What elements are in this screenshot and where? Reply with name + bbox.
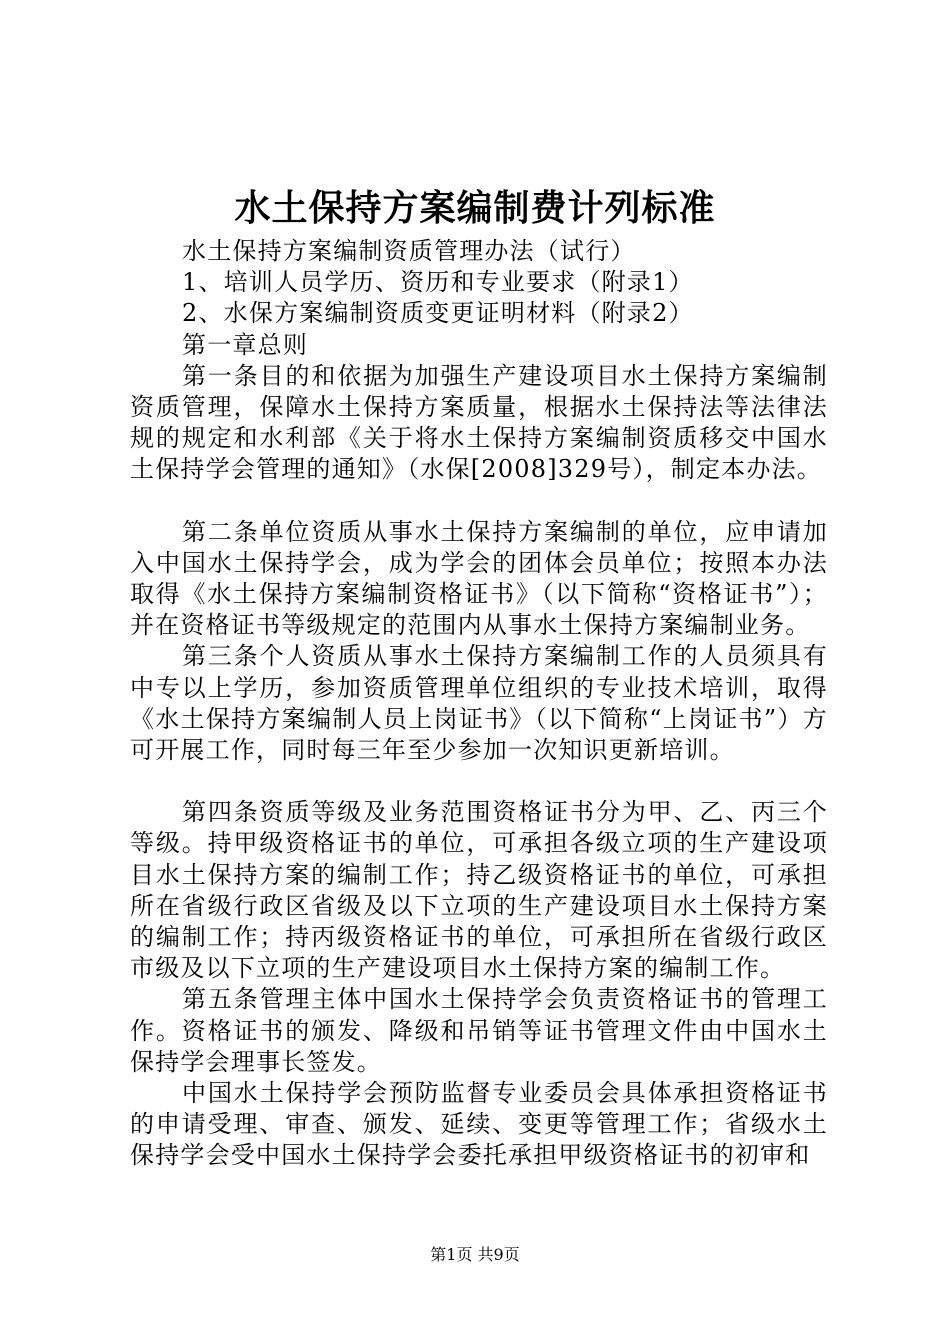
paragraph-article-5-cont: 中国水土保持学会预防监督专业委员会具体承担资格证书的申请受理、审查、颁发、延续、变更等管理工作；省级水土保持学会受中国水土保持学会委托承担甲级资格证书的初审和	[130, 1079, 828, 1170]
document-body	[130, 236, 828, 1172]
paragraph-chapter-heading: 第一章总则	[182, 330, 308, 359]
paragraph-article-3: 第三条个人资质从事水土保持方案编制工作的人员须具有中专以上学历，参加资质管理单位组织的专业技术培训，取得《水土保持方案编制人员上岗证书》（以下简称“上岗证书”）方可开展工作，同时每三年至少参加一次知识更新培训。	[130, 642, 828, 765]
paragraph-subtitle: 水土保持方案编制资质管理办法（试行）	[182, 237, 636, 265]
page-number-footer: 第1页 共9页	[430, 1245, 520, 1264]
paragraph-appendix-1: 1、培训人员学历、资历和专业要求（附录1）	[182, 268, 694, 297]
document-title: 水土保持方案编制费计列标准	[234, 187, 716, 229]
paragraph-appendix-2: 2、水保方案编制资质变更证明材料（附录2）	[182, 299, 694, 328]
paragraph-article-5: 第五条管理主体中国水土保持学会负责资格证书的管理工作。资格证书的颁发、降级和吊销等证书管理文件由中国水土保持学会理事长签发。	[130, 985, 828, 1076]
paragraph-article-2: 第二条单位资质从事水土保持方案编制的单位，应申请加入中国水土保持学会，成为学会的团体会员单位；按照本办法取得《水土保持方案编制资格证书》（以下简称“资格证书”）；并在资格证书等级规定的范围内从事水土保持方案编制业务。	[130, 517, 828, 640]
paragraph-article-4: 第四条资质等级及业务范围资格证书分为甲、乙、丙三个等级。持甲级资格证书的单位，可承担各级立项的生产建设项目水土保持方案的编制工作；持乙级资格证书的单位，可承担所在省级行政区省级及以下立项的生产建设项目水土保持方案的编制工作；持丙级资格证书的单位，可承担所在省级行政区市级及以下立项的生产建设项目水土保持方案的编制工作。	[130, 798, 828, 983]
paragraph-article-1: 第一条目的和依据为加强生产建设项目水土保持方案编制资质管理，保障水土保持方案质量，根据水土保持法等法律法规的规定和水利部《关于将水土保持方案编制资质移交中国水土保持学会管理的通知》（水保[2008]329号），制定本办法。	[130, 361, 828, 484]
